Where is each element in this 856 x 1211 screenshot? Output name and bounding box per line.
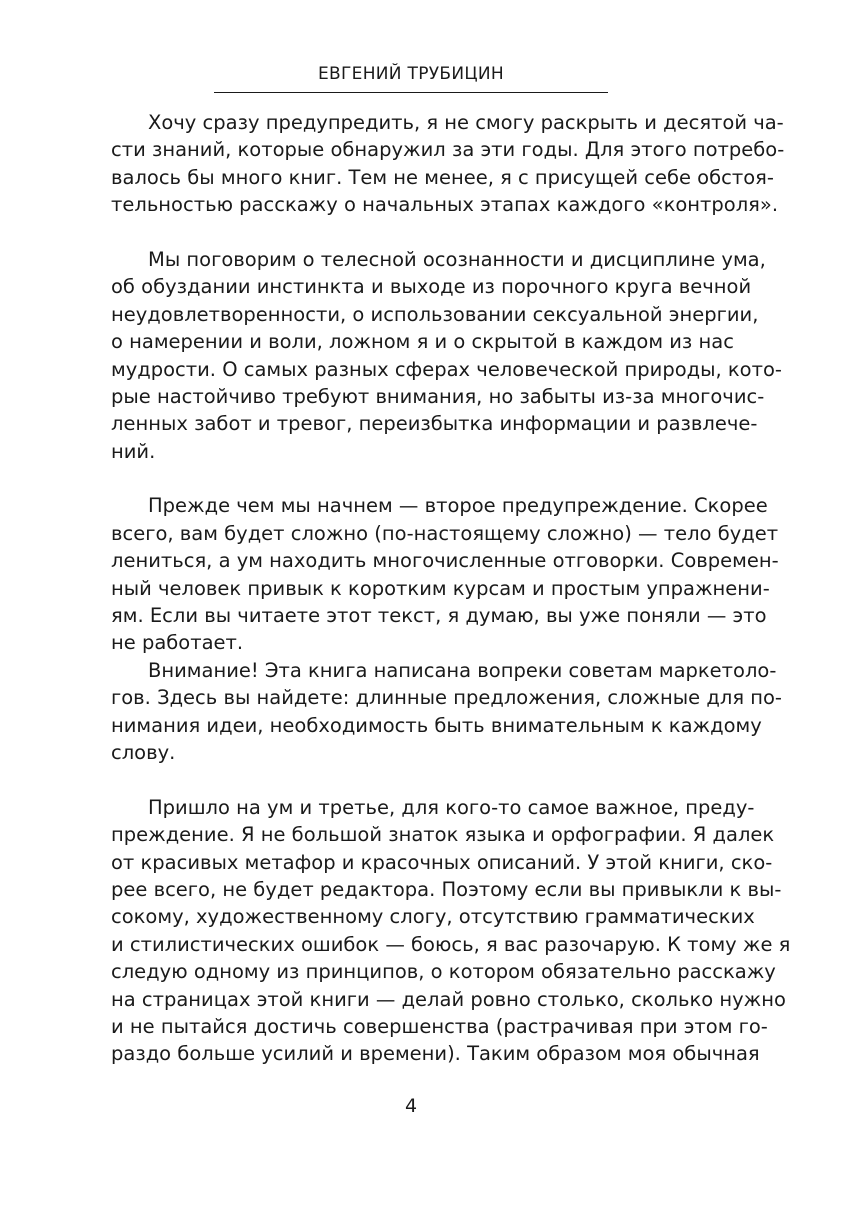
paragraph-gap [111, 465, 711, 492]
text-line: Хочу сразу предупредить, я не смогу раскрыть и десятой ча- [148, 111, 784, 134]
text-line: валось бы много книг. Тем не менее, я с присущей себе обстоя- [111, 165, 774, 189]
page-number: 4 [404, 1095, 418, 1117]
text-line: ный человек привык к коротким курсам и простым упражнени- [111, 576, 770, 600]
text-line: следую одному из принципов, о котором обязательно расскажу [111, 960, 776, 984]
text-line: Прежде чем мы начнем — второе предупреждение. Скорее [148, 494, 768, 518]
text-line: рые настойчиво требуют внимания, но забыты из-за многочис- [111, 384, 765, 408]
text-line: от красивых метафор и красочных описаний. У этой книги, ско- [111, 850, 773, 874]
text-line: гов. Здесь вы найдете: длинные предложения, сложные для по- [111, 686, 782, 710]
text-line: не работает. [111, 631, 244, 655]
text-line: мудрости. О самых разных сферах человеческой природы, кото- [111, 357, 782, 381]
text-line: ям. Если вы читаете этот текст, я думаю, вы уже поняли — это [111, 604, 767, 628]
text-line: раздо больше усилий и времени). Таким образом моя обычная [111, 1042, 760, 1066]
running-head-author: ЕВГЕНИЙ ТРУБИЦИН [317, 64, 504, 84]
text-line: сокому, художественному слогу, отсутствию грамматических [111, 905, 755, 929]
text-line: рее всего, не будет редактора. Поэтому если вы привыкли к вы- [111, 877, 782, 901]
text-line: о намерении и воли, ложном я и о скрытой в каждом из нас [111, 330, 734, 354]
text-line: и стилистических ошибок — боюсь, я вас разочарую. К тому же я [111, 932, 791, 956]
text-line: и не пытайся достичь совершенства (растрачивая при этом го- [111, 1014, 768, 1038]
paragraph-5 [111, 794, 791, 1068]
header-rule [214, 92, 608, 93]
text-line: ленных забот и тревог, переизбытка информации и развлече- [111, 412, 758, 436]
text-line: нимания идеи, необходимость быть внимательным к каждому [111, 713, 762, 737]
text-line: ний. [111, 439, 156, 463]
paragraph-3 [111, 492, 779, 656]
text-line: Пришло на ум и третье, для кого-то самое важное, преду- [148, 795, 755, 819]
text-line: неудовлетворенности, о использовании сексуальной энергии, [111, 302, 759, 326]
text-line: преждение. Я не большой знаток языка и орфографии. Я далек [111, 823, 775, 847]
paragraph-gap [111, 766, 711, 793]
text-line: всего, вам будет сложно (по-настоящему сложно) — тело будет [111, 521, 779, 545]
text-line: об обуздании инстинкта и выходе из порочного круга вечной [111, 275, 752, 299]
paragraph-4 [111, 657, 782, 767]
paragraph-1 [111, 109, 785, 219]
text-line: сти знаний, которые обнаружил за эти годы. Для этого потребо- [111, 138, 785, 162]
text-line: Внимание! Эта книга написана вопреки советам маркетоло- [148, 658, 777, 682]
text-line: тельностью расскажу о начальных этапах каждого «контроля». [111, 193, 779, 217]
body-text [111, 109, 791, 1068]
text-line: на страницах этой книги — делай ровно столько, сколько нужно [111, 987, 786, 1011]
text-line: слову. [111, 740, 176, 764]
paragraph-gap [111, 219, 711, 246]
text-line: лениться, а ум находить многочисленные отговорки. Современ- [111, 549, 779, 573]
text-line: Мы поговорим о телесной осознанности и дисциплине ума, [148, 247, 766, 271]
paragraph-2 [111, 246, 782, 465]
